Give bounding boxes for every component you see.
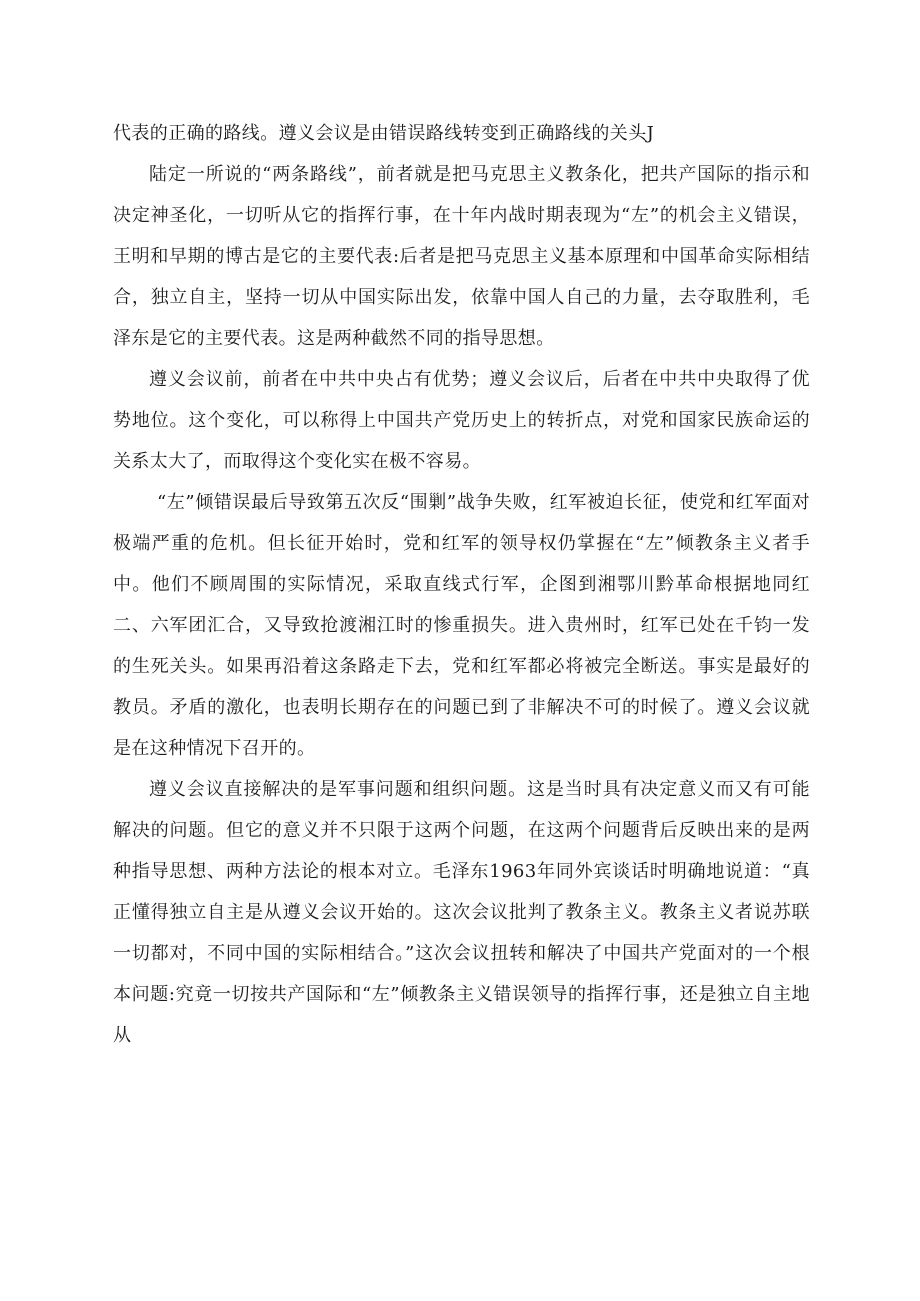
paragraph-long-march-crisis: “左”倾错误最后导致第五次反“围剿”战争失败，红军被迫长征，使党和红军面对极端严重的危机。但长征开始时，党和红军的领导权仍掌握在“左”倾教条主义者手中。他们不顾周围的实际情况，采取直线式行军，企图到湘鄂川黔革命根据地同红二、六军团汇合，又导致抢渡湘江时的惨重损失。进入贵州时，红军已处在千钧一发的生死关头。如果再沿着这条路走下去，党和红军都必将被完全断送。事实是最好的教员。矛盾的激化，也表明长期存在的问题已到了非解决不可的时候了。遵义会议就是在这种情况下召开的。 [113,492,810,759]
paragraph-meeting-significance: 遵义会议直接解决的是军事问题和组织问题。这是当时具有决定意义而又有可能解决的问题。但它的意义并不只限于这两个问题，在这两个问题背后反映出来的是两种指导思想、两种方法论的根本对立。毛泽东1963年同外宾谈话时明确地说道：“真正懂得独立自主是从遵义会议开始的。这次会议批判了教条主义。教条主义者说苏联一切都对，不同中国的实际相结合。”这次会议扭转和解决了中国共产党面对的一个根本问题:究竟一切按共产国际和“左”倾教条主义错误领导的指挥行事，还是独立自主地从 [113,779,810,1046]
document-body [113,113,810,1056]
paragraph-turning-point: 遵义会议前，前者在中共中央占有优势；遵义会议后，后者在中共中央取得了优势地位。这个变化，可以称得上中国共产党历史上的转折点，对党和国家民族命运的关系太大了，而取得这个变化实在极不容易。 [113,369,810,472]
paragraph-two-lines: 陆定一所说的“两条路线”，前者就是把马克思主义教条化，把共产国际的指示和决定神圣化，一切听从它的指挥行事，在十年内战时期表现为“左”的机会主义错误，王明和早期的博古是它的主要代表:后者是把马克思主义基本原理和中国革命实际相结合，独立自主，坚持一切从中国实际出发，依靠中国人自己的力量，去夺取胜利，毛泽东是它的主要代表。这是两种截然不同的指导思想。 [113,164,810,349]
paragraph-continuation: 代表的正确的路线。遵义会议是由错误路线转变到正确路线的关头J [113,123,655,144]
